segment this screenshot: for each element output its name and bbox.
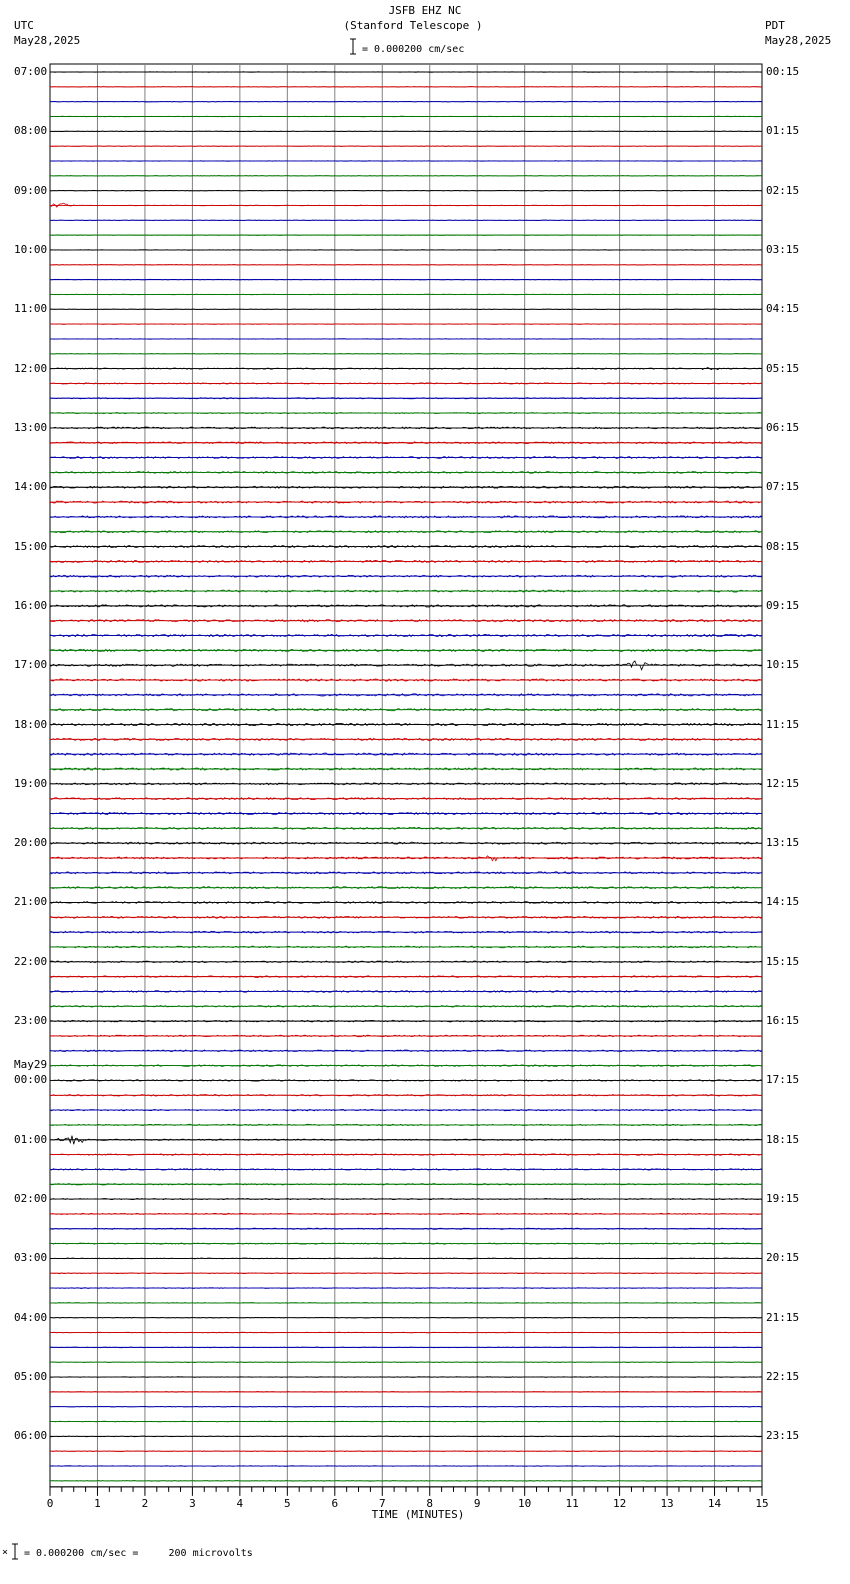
x-tick-label: 1 xyxy=(94,1496,101,1510)
time-axis xyxy=(47,1487,769,1510)
left-hour-label: 07:00 xyxy=(14,65,48,78)
seismic-trace-row xyxy=(50,472,762,474)
seismic-trace-row xyxy=(50,486,762,488)
left-hour-label: 05:00 xyxy=(14,1370,48,1384)
left-hour-label: 20:00 xyxy=(14,836,48,850)
seismic-trace-row xyxy=(50,1317,762,1318)
right-hour-label: 16:15 xyxy=(766,1014,800,1028)
seismic-trace-row xyxy=(50,1332,762,1333)
x-tick-label: 15 xyxy=(755,1496,769,1510)
x-tick-label: 7 xyxy=(378,1496,386,1510)
left-hour-label: 23:00 xyxy=(14,1014,48,1028)
left-hour-label: 00:00 xyxy=(14,1073,48,1087)
right-hour-label: 15:15 xyxy=(766,954,800,968)
left-hour-label: 10:00 xyxy=(14,242,48,256)
left-hour-label: 18:00 xyxy=(14,717,48,731)
x-tick-label: 8 xyxy=(426,1496,434,1510)
x-tick-label: 6 xyxy=(331,1496,339,1510)
right-hour-label: 05:15 xyxy=(766,361,800,375)
right-hour-label: 21:15 xyxy=(766,1310,800,1324)
x-tick-label: 12 xyxy=(612,1496,627,1510)
scale-bar-icon xyxy=(348,38,358,56)
right-hour-label: 10:15 xyxy=(766,658,800,672)
right-hour-label: 12:15 xyxy=(766,776,800,790)
right-hour-label: 03:15 xyxy=(766,242,800,256)
right-hour-label: 01:15 xyxy=(766,124,800,138)
right-hour-label: 13:15 xyxy=(766,836,800,850)
right-hour-label: 06:15 xyxy=(766,420,800,434)
left-hour-label: 13:00 xyxy=(14,420,48,434)
right-hour-label: 14:15 xyxy=(766,895,800,909)
left-hour-label: 12:00 xyxy=(14,361,48,375)
seismic-trace-row xyxy=(50,457,762,459)
seismic-trace-row xyxy=(50,368,762,370)
left-hour-label: 21:00 xyxy=(14,895,48,909)
seismic-trace-row xyxy=(50,235,762,236)
right-hour-label: 11:15 xyxy=(766,717,800,731)
right-hour-label: 04:15 xyxy=(766,302,800,316)
scale-label: = 0.000200 cm/sec xyxy=(362,44,465,55)
left-hour-label: 03:00 xyxy=(14,1251,48,1265)
x-tick-label: 10 xyxy=(518,1496,532,1510)
left-hour-label: 04:00 xyxy=(14,1310,48,1324)
left-hour-label: 08:00 xyxy=(14,124,48,138)
footer-scale-bar-icon xyxy=(10,1543,20,1561)
left-hour-label: 17:00 xyxy=(14,658,48,672)
left-hour-label: 14:00 xyxy=(14,480,48,494)
x-tick-label: 2 xyxy=(141,1496,149,1510)
footer-marker: × xyxy=(2,1547,9,1558)
right-hour-label: 22:15 xyxy=(766,1370,800,1384)
left-hour-label: 02:00 xyxy=(14,1192,48,1206)
x-tick-label: 11 xyxy=(565,1496,579,1510)
right-hour-label: 09:15 xyxy=(766,598,800,612)
left-timezone: UTC xyxy=(14,19,34,32)
right-hour-label: 00:15 xyxy=(766,65,800,78)
x-tick-label: 5 xyxy=(284,1496,291,1510)
x-axis-label: TIME (MINUTES) xyxy=(371,1508,465,1521)
x-tick-label: 9 xyxy=(473,1496,481,1510)
left-hour-label: 19:00 xyxy=(14,776,48,790)
right-hour-label: 20:15 xyxy=(766,1251,800,1265)
seismic-trace-row xyxy=(50,294,762,295)
footer-scale-label: = 0.000200 cm/sec = 200 microvolts xyxy=(24,1548,253,1559)
right-hour-label: 19:15 xyxy=(766,1192,800,1206)
right-hour-label: 18:15 xyxy=(766,1132,800,1146)
seismic-trace-row xyxy=(50,916,762,918)
right-timezone: PDT xyxy=(765,19,785,32)
left-hour-label: 06:00 xyxy=(14,1429,48,1443)
left-hour-label: 22:00 xyxy=(14,954,48,968)
left-hour-label: 09:00 xyxy=(14,183,48,197)
right-hour-label: 17:15 xyxy=(766,1073,800,1087)
right-date: May28,2025 xyxy=(765,34,832,47)
seismic-trace-row xyxy=(50,279,762,280)
x-tick-label: 4 xyxy=(236,1496,244,1510)
seismic-trace-row xyxy=(50,961,762,963)
station-title: JSFB EHZ NC xyxy=(388,4,462,17)
x-tick-label: 13 xyxy=(660,1496,674,1510)
station-location: (Stanford Telescope ) xyxy=(343,19,483,32)
seismic-traces xyxy=(50,72,762,1482)
x-tick-label: 14 xyxy=(707,1496,722,1510)
x-tick-label: 0 xyxy=(46,1496,54,1510)
right-hour-label: 23:15 xyxy=(766,1429,800,1443)
left-hour-label: 11:00 xyxy=(14,302,48,316)
x-tick-label: 3 xyxy=(189,1496,196,1510)
date-change-label: May29 xyxy=(14,1058,48,1072)
right-hour-label: 02:15 xyxy=(766,183,800,197)
left-date: May28,2025 xyxy=(14,34,81,47)
right-hour-label: 07:15 xyxy=(766,480,800,494)
left-hour-label: 16:00 xyxy=(14,598,48,612)
left-hour-label: 01:00 xyxy=(14,1132,48,1146)
left-hour-label: 15:00 xyxy=(14,539,48,553)
right-hour-label: 08:15 xyxy=(766,539,800,553)
